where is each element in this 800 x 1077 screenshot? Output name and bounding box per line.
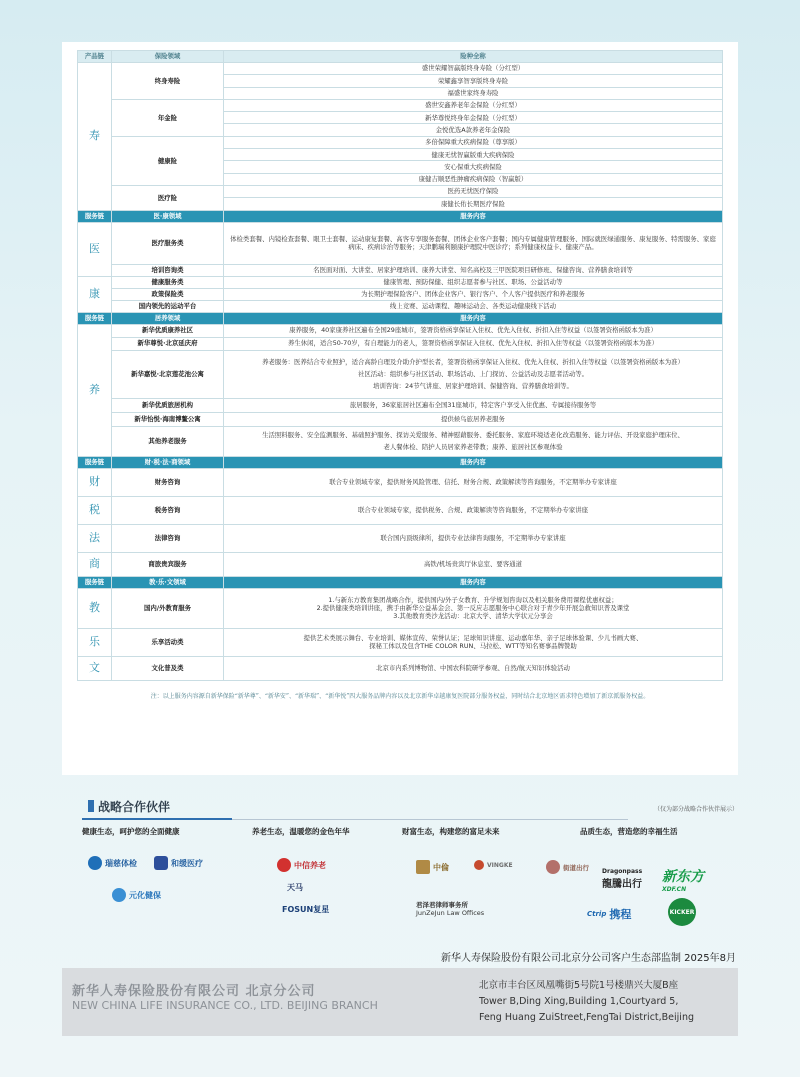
partners-title: 战略合作伙伴 xyxy=(82,798,232,820)
table-row xyxy=(78,312,723,324)
service-content xyxy=(224,426,723,456)
table-row xyxy=(78,324,723,337)
table-note: 注：以上服务内容源自新华保险“新华尊”、“新华安”、“新华瑞”、“新华悦”四大服务品牌内容以及北京新华卓越康复医院部分服务权益，同时结合北京地区需求特色增加了新京派服务权益。 xyxy=(150,692,650,700)
chain-label: 税 xyxy=(78,496,112,524)
content-line: 2.提供健康类培训讲座，携手由新华公益基金会、第一反应志愿服务中心联合对于青少年开展急救知识普及课堂 xyxy=(316,603,630,612)
domain-label: 新华嘉悦·北京莲花池公寓 xyxy=(112,350,224,398)
partner-logo: KICKER xyxy=(668,898,696,926)
table-row xyxy=(78,656,723,680)
content-line: 探秘工体以及包含THE COLOR RUN、马拉松、WTT等知名赛事品牌赞助 xyxy=(369,642,577,651)
partner-logo: 元化健保 xyxy=(112,888,161,902)
table-row xyxy=(78,552,723,576)
content-line: 养生休闲，适合50-70岁，有自理能力的老人，签署资格函享保证入住权、优先入住权、折扣入住等权益（以签署资格函版本为准） xyxy=(287,339,659,348)
partner-logo: VINGKE xyxy=(474,860,513,870)
chain-label: 文 xyxy=(78,656,112,680)
partner-logo: 中信养老 xyxy=(277,858,326,872)
content-line: 3.其他教育类沙龙活动：北京大学、清华大学状元分享会 xyxy=(393,612,553,621)
partner-logo: 君泽君律师事务所 JunZeJun Law Offices xyxy=(416,901,485,917)
col-header: 险种全称 xyxy=(224,51,723,63)
content-line: 北京市内系列博物馆、中国农科院研学参观、自然/航天知识体验活动 xyxy=(376,663,570,672)
chain-label: 乐 xyxy=(78,628,112,656)
content-line: 提供艺术类展示舞台、专业培训、媒体宣传、荣誉认证；足球知识讲座、运动嘉年华、亲子足球体验课、少儿书画大赛、 xyxy=(303,633,643,642)
table-row xyxy=(78,99,723,111)
service-content xyxy=(224,628,723,656)
content-line: 旅居服务，36家旅居社区遍布全国31座城市，特定客户享受入住优惠、专属接待服务等 xyxy=(349,400,597,409)
domain-label: 文化普及类 xyxy=(112,656,224,680)
table-row xyxy=(78,288,723,300)
partner-col-wealth: 财富生态，构建您的富足未来 xyxy=(402,827,500,836)
partners-note: （仅为部分战略合作伙伴展示） xyxy=(653,806,738,813)
product-name: 康健吉顺恶性肿瘤疾病保险（智赢版） xyxy=(224,173,723,185)
content-line: 老人餐体检、陪护人员居家养老带教；康养、旅居社区参观体验 xyxy=(383,443,563,452)
partner-logo: 瑞慈体检 xyxy=(88,856,137,870)
product-name: 福盛世家终身寿险 xyxy=(224,87,723,99)
content-line: 康养服务，40家康养社区遍布全国29座城市，签署资格函享保证入住权、优先入住权、折扣入住等权益（以签署资格函版本为准） xyxy=(289,326,657,335)
chain-label: 医 xyxy=(78,222,112,276)
domain-label: 医疗险 xyxy=(112,185,224,210)
col-header: 产品链 xyxy=(78,51,112,63)
col-header: 财·税·法·商领域 xyxy=(112,456,224,468)
company-name-en: NEW CHINA LIFE INSURANCE CO., LTD. BEIJING BRANCH xyxy=(72,999,378,1012)
service-content xyxy=(224,350,723,398)
chain-label: 教 xyxy=(78,588,112,628)
product-name: 盛世安鑫养老年金保险（分红型） xyxy=(224,99,723,111)
partner-logo: 中倫 xyxy=(416,860,449,874)
service-content xyxy=(224,588,723,628)
service-content: 联合专业领域专家，提供税务、合规、政策解读等咨询服务，不定期举办专家讲座 xyxy=(224,496,723,524)
content-line: 提供候鸟旅居养老服务 xyxy=(441,414,505,423)
col-header: 居养领域 xyxy=(112,312,224,324)
service-content: 名医面对面、大讲堂、居家护理培训、康养大讲堂、知名高校及三甲医院项目研修班、保健咨询、营养膳食培训等 xyxy=(224,264,723,276)
chain-label: 商 xyxy=(78,552,112,576)
service-content: 线上竞赛、运动课程、趣味运动会、各类运动健康线下活动 xyxy=(224,300,723,312)
table-row xyxy=(78,222,723,264)
domain-label: 年金险 xyxy=(112,99,224,136)
col-header: 服务内容 xyxy=(224,312,723,324)
service-table xyxy=(77,50,723,681)
col-header: 服务链 xyxy=(78,312,112,324)
domain-label: 新华优质旅居机构 xyxy=(112,398,224,412)
signature: 新华人寿保险股份有限公司北京分公司客户生态部监制 2025年8月 xyxy=(441,953,736,964)
table-row xyxy=(78,456,723,468)
table-row xyxy=(78,210,723,222)
table-row xyxy=(78,350,723,398)
domain-label: 商旅贵宾服务 xyxy=(112,552,224,576)
col-header: 服务内容 xyxy=(224,456,723,468)
table-row xyxy=(78,426,723,456)
chain-label: 法 xyxy=(78,524,112,552)
table-row xyxy=(78,496,723,524)
table-row xyxy=(78,468,723,496)
table-row xyxy=(78,412,723,426)
partner-logo: 天马 xyxy=(287,883,303,892)
table-row xyxy=(78,300,723,312)
domain-label: 终身寿险 xyxy=(112,63,224,100)
domain-label: 培训咨询类 xyxy=(112,264,224,276)
domain-label: 新华怡悦·海南博鳌公寓 xyxy=(112,412,224,426)
domain-label: 国内/外教育服务 xyxy=(112,588,224,628)
partner-col-health: 健康生态，呵护您的全面健康 xyxy=(82,827,180,836)
col-header: 服务内容 xyxy=(224,576,723,588)
domain-label: 财务咨询 xyxy=(112,468,224,496)
domain-label: 税务咨询 xyxy=(112,496,224,524)
company-name-cn: 新华人寿保险股份有限公司 北京分公司 xyxy=(72,984,316,999)
table-row xyxy=(78,63,723,75)
chain-label: 寿 xyxy=(78,63,112,211)
domain-label: 新华优质康养社区 xyxy=(112,324,224,337)
service-content: 联合专业领域专家，提供财务风险管理、信托、财务合规、政策解读等咨询服务，不定期举办专家讲座 xyxy=(224,468,723,496)
content-line: 1.与新东方教育集团战略合作，提供国内/外子女教育、升学规划咨询以及相关服务费用课程优惠权益； xyxy=(328,595,618,604)
chain-label: 康 xyxy=(78,276,112,312)
col-header: 教·乐·文领域 xyxy=(112,576,224,588)
product-name: 康健长佑长期医疗保险 xyxy=(224,198,723,210)
service-content xyxy=(224,337,723,350)
service-content xyxy=(224,398,723,412)
content-line: 养老服务：医养结合专业照护，适合高龄自理及介助介护型长者，签署资格函享保证入住权、优先入住权、折扣入住等权益（以签署资格函版本为准） xyxy=(262,357,684,366)
partner-logo: 街道出行 xyxy=(546,860,589,874)
table-row xyxy=(78,588,723,628)
table-row xyxy=(78,576,723,588)
table-row xyxy=(78,628,723,656)
content-line: 生活照料服务、安全监测服务、基础照护服务、探访关爱服务、精神慰藉服务、委托服务、家庭环境适老化改造服务、能力评估、开设家庭护理床位、 xyxy=(262,430,684,439)
service-content: 联合国内顶级律所，提供专业法律咨询服务，不定期举办专家讲座 xyxy=(224,524,723,552)
domain-label: 健康险 xyxy=(112,136,224,185)
domain-label: 健康服务类 xyxy=(112,276,224,288)
col-header: 服务链 xyxy=(78,210,112,222)
domain-label: 政策保险类 xyxy=(112,288,224,300)
col-header: 服务内容 xyxy=(224,210,723,222)
partners-section xyxy=(82,796,738,946)
service-content xyxy=(224,324,723,337)
col-header: 服务链 xyxy=(78,576,112,588)
partner-logo: 和缓医疗 xyxy=(154,856,203,870)
content-line: 社区活动：组织参与社区活动、职场活动、上门探访、公益活动及志愿者活动等。 xyxy=(357,369,589,378)
col-header: 保险领域 xyxy=(112,51,224,63)
domain-label: 其他养老服务 xyxy=(112,426,224,456)
col-header: 医·康领域 xyxy=(112,210,224,222)
partner-logo: Ctrip 携程 xyxy=(587,908,632,921)
service-sheet xyxy=(62,42,738,775)
service-content: 体检类套餐、内镜检查套餐、眼卫士套餐、运动康复套餐、高客专享服务套餐、团体企业客户套餐；国内专属健康管理服务、国际就医绿通服务、康复服务、特需服务、家庭病床、疾病诊治等服务；天津鹏瑞利颐康护理院中医诊疗；系列健康权益卡、健康产品。 xyxy=(224,222,723,264)
domain-label: 新华尊悦·北京延庆府 xyxy=(112,337,224,350)
company-address: 北京市丰台区凤凰嘴街5号院1号楼鼎兴大厦B座 Tower B,Ding Xing,Building 1,Courtyard 5, Feng Huang ZuiStreet,FengTai District,Beijing xyxy=(479,980,694,1023)
table-row xyxy=(78,136,723,148)
chain-label: 财 xyxy=(78,468,112,496)
table-row xyxy=(78,264,723,276)
service-content: 健康管理、预防保健、组织志愿者参与社区、职场、公益活动等 xyxy=(224,276,723,288)
product-name: 医药无忧医疗保险 xyxy=(224,185,723,197)
product-name: 健康无忧智赢版重大疾病保险 xyxy=(224,149,723,161)
domain-label: 医疗服务类 xyxy=(112,222,224,264)
product-name: 荣耀鑫享智享版终身寿险 xyxy=(224,75,723,87)
table-row xyxy=(78,524,723,552)
table-row xyxy=(78,185,723,197)
product-name: 多倍保障重大疾病保险（尊享版） xyxy=(224,136,723,148)
product-name: 安心保重大疾病保险 xyxy=(224,161,723,173)
service-content: 高铁/机场贵宾厅休息室、要客通道 xyxy=(224,552,723,576)
partner-logo: 新东方 XDF.CN xyxy=(662,869,704,893)
table-row xyxy=(78,398,723,412)
domain-label: 法律咨询 xyxy=(112,524,224,552)
service-content: 为长期护理保险客户、团体企业客户、银行客户、个人客户提供医疗和养老服务 xyxy=(224,288,723,300)
service-content xyxy=(224,656,723,680)
partner-logo: Dragonpass 龍騰出行 xyxy=(602,868,643,890)
service-content xyxy=(224,412,723,426)
domain-label: 乐享活动类 xyxy=(112,628,224,656)
table-row xyxy=(78,276,723,288)
product-name: 新华尊悦终身年金保险（分红型） xyxy=(224,112,723,124)
product-name: 金悦优选A款养老年金保险 xyxy=(224,124,723,136)
col-header: 服务链 xyxy=(78,456,112,468)
table-row xyxy=(78,51,723,63)
domain-label: 国内领先的运动平台 xyxy=(112,300,224,312)
footer xyxy=(62,968,738,1036)
table-row xyxy=(78,337,723,350)
chain-label: 养 xyxy=(78,324,112,456)
partner-col-lifestyle: 品质生态，营造您的幸福生活 xyxy=(580,827,678,836)
content-line: 培训咨询：24节气讲座、居家护理培训、保健咨询、营养膳食培训等。 xyxy=(373,382,573,391)
partner-col-elderly: 养老生态，温暖您的金色年华 xyxy=(252,827,350,836)
partner-logo: FOSUN复星 xyxy=(282,905,330,914)
product-name: 盛世荣耀智赢版终身寿险（分红型） xyxy=(224,63,723,75)
